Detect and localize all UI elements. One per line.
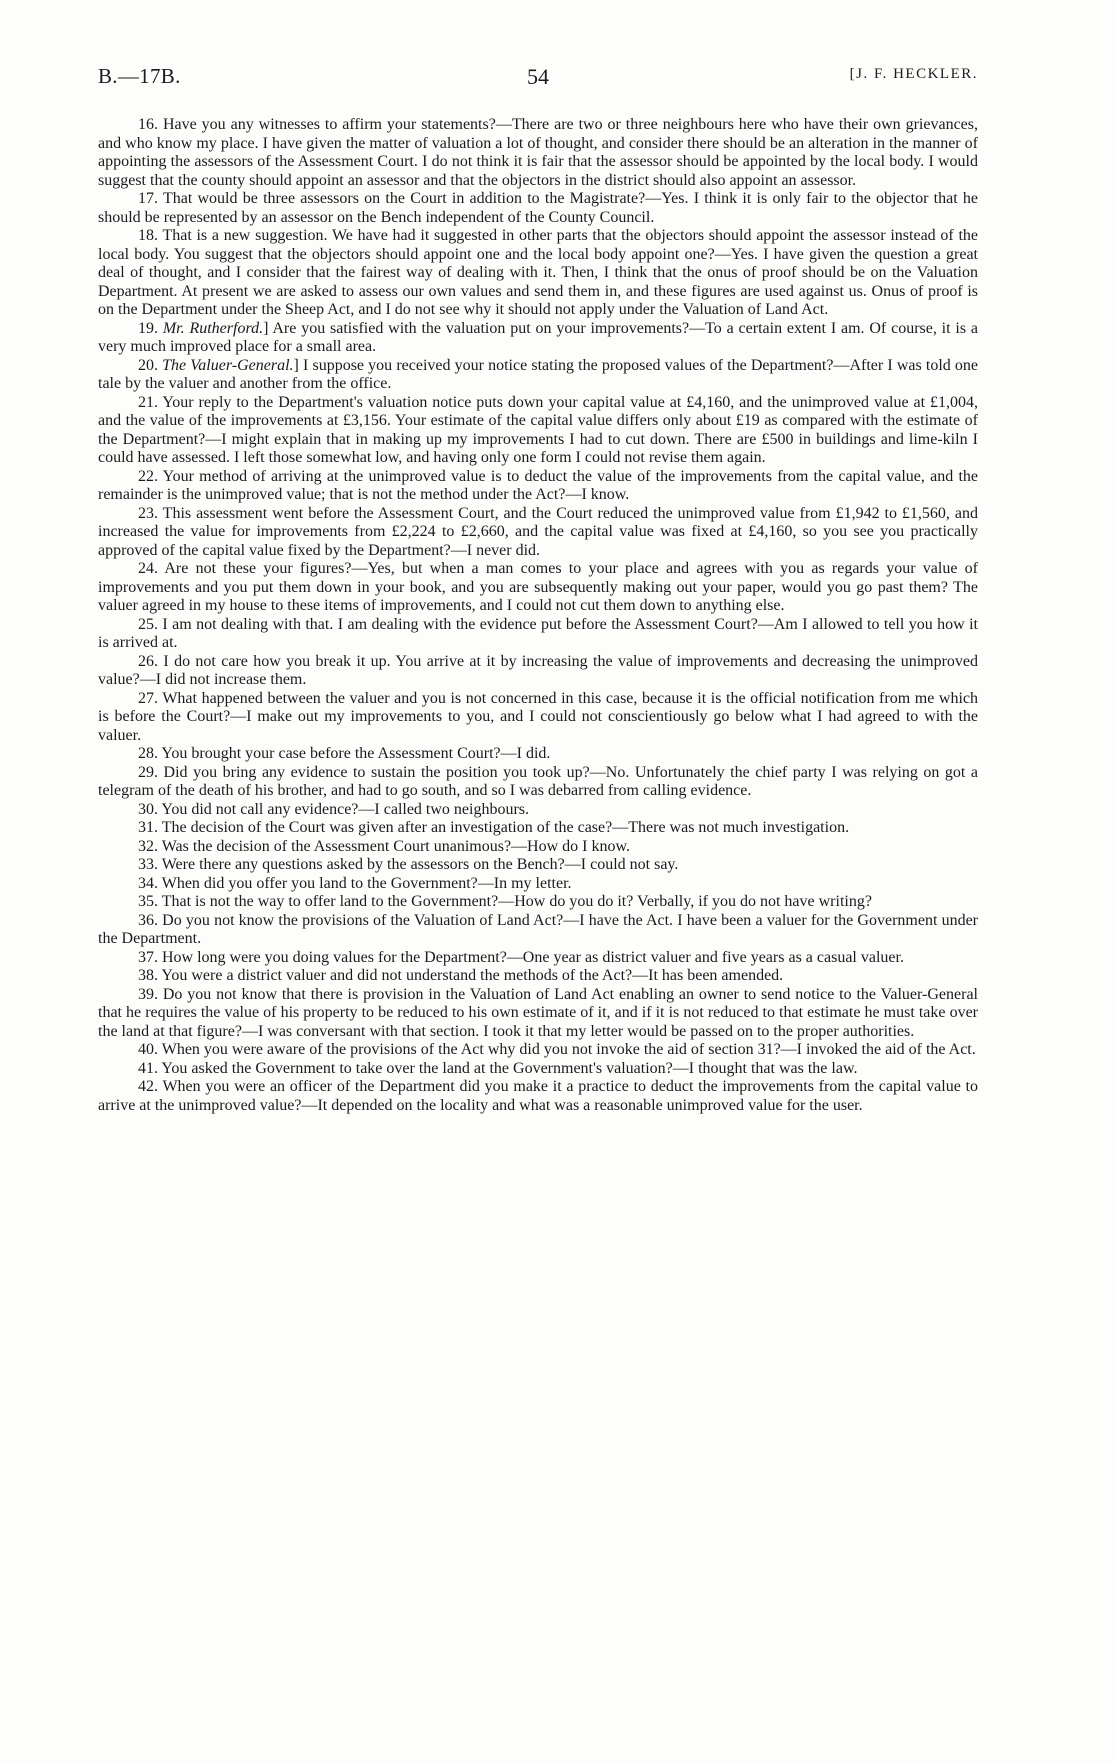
question-text: How long were you doing values for the Department? [162,948,507,966]
evidence-paragraph: 16. Have you any witnesses to affirm your statements?—There are two or three neighbours here who have their own grievances, and who know my place. I have given the matter of valuation a lot of thought, and consider there should be an alteration in the manner of appointing the assessors of the Assessment Court. I do not think it is fair that the assessor should be appointed by the local body. I would suggest that the county should appoint an assessor and that the objectors in the district should also appoint an assessor. [98,116,979,189]
question-number: 29. [138,763,158,781]
evidence-paragraph: 32. Was the decision of the Assessment Court unanimous?—How do I know. [138,837,630,855]
answer-text: There was not much investigation. [628,819,850,836]
evidence-paragraph: 29. Did you bring any evidence to sustain the position you took up?—No. Unfortunately the chief party I was relying on got a telegram of the death of his brother, and had to go south, and so I was debarred from calling evidence. [98,763,979,799]
answer-text: I know. [581,486,630,503]
question-text: You asked the Government to take over the land at the Government's valuation? [161,1059,673,1077]
question-number: 42. [138,1078,158,1095]
question-text: When you were an officer of the Department did you make it a practice to deduct the improvements from the capital value to arrive at the unimproved value? [98,1078,979,1114]
answer-text: I have the Act. I have been a valuer for the Government under the Department. [98,911,979,947]
question-number: 39. [138,985,158,1003]
question-text: Your reply to the Department's valuation notice puts down your capital value at £4,160, and the unimproved value at £1,004, and the value of the improvements at £3,156. Your estimate of the capital value differs only about £19 as compared with the estimate of the Department? [98,393,979,448]
question-number: 19. [138,319,158,337]
evidence-paragraph: 30. You did not call any evidence?—I called two neighbours. [138,800,530,818]
answer-text: I make out my improvements to you, and I could not conscientiously go below what I had agreed to with the valuer. [98,708,979,744]
evidence-paragraph: 31. The decision of the Court was given after an investigation of the case?—There was not much investigation. [138,819,850,836]
question-number: 34. [138,874,158,892]
question-text: Have you any witnesses to affirm your statements? [162,116,496,133]
answer-text: I thought that was the law. [688,1059,858,1077]
question-number: 22. [138,467,158,485]
question-text: Do you not know that there is provision in the Valuation of Land Act enabling an owner to send notice to the Valuer-General that he requires the value of his property to be reduced to his own estimate of it, and if it is not reduced to that estimate he must take over the land at that figure? [98,985,978,1040]
answer-text: To a certain extent I am. Of course, it is a very much improved place for a small area. [98,319,979,355]
evidence-body [98,116,978,1115]
question-text: You did not call any evidence? [161,800,359,818]
evidence-paragraph: 19. Mr. Rutherford.] Are you satisfied with the valuation put on your improvements?—To a certain extent I am. Of course, it is a very much improved place for a small area. [98,319,979,355]
answer-text: I could not say. [580,856,679,873]
evidence-paragraph: 35. That is not the way to offer land to the Government?—How do you do it? Verbally, if you do not have writing? [138,893,872,910]
evidence-paragraph: 17. That would be three assessors on the Court in addition to the Magistrate?—Yes. I think it is only fair to the objector that he should be represented by an assessor on the Bench independent of the County Council. [98,190,979,226]
question-number: 27. [138,689,158,707]
answer-text: I never did. [466,541,541,559]
question-number: 18. [138,227,158,244]
question-number: 31. [138,819,158,836]
question-number: 21. [138,393,158,411]
question-number: 24. [138,560,158,577]
speaker-name: Mr. Rutherford. [162,319,264,337]
answer-text: No. Unfortunately the chief party I was relying on got a telegram of the death of his brother, and had to go south, and so I was debarred from calling evidence. [98,763,979,799]
evidence-paragraph: 41. You asked the Government to take over the land at the Government's valuation?—I thought that was the law. [138,1059,858,1077]
evidence-paragraph: 21. Your reply to the Department's valuation notice puts down your capital value at £4,160, and the unimproved value at £1,004, and the value of the improvements at £3,156. Your estimate of the capital value differs only about £19 as compared with the estimate of the Department?—I might explain that in making up my improvements I had to cut down. There are £500 in buildings and lime-kiln I could have assessed. I left those somewhat low, and having only one form I could not revise them again. [98,393,979,466]
question-text: Do you not know the provisions of the Valuation of Land Act? [162,911,564,929]
answer-text: How do I know. [527,837,630,855]
question-text: You brought your case before the Assessment Court? [161,745,501,762]
question-text: Your method of arriving at the unimproved value is to deduct the value of the improvements from the capital value, and the remainder is the unimproved value; that is not the method under the Act? [98,467,979,503]
question-number: 36. [138,911,158,929]
question-number: 23. [138,504,158,522]
question-text: Was the decision of the Assessment Court unanimous? [161,837,512,855]
question-number: 33. [138,856,158,873]
question-text: Were there any questions asked by the assessors on the Bench? [161,856,565,873]
question-text: Are you satisfied with the valuation put on your improvements? [272,319,690,337]
question-number: 16. [138,116,158,133]
question-text: That is not the way to offer land to the Government? [161,893,499,910]
answer-text: How do you do it? Verbally, if you do not have writing? [514,893,872,910]
question-number: 17. [138,190,158,207]
evidence-paragraph: 36. Do you not know the provisions of the Valuation of Land Act?—I have the Act. I have been a valuer for the Government under the Department. [98,911,979,947]
answer-text: I was conversant with that section. I took it that my letter would be passed on to the proper authorities. [257,1022,915,1040]
question-text: What happened between the valuer and you is not concerned in this case, because it is the official notification from me which is before the Court? [98,689,979,725]
question-text: The decision of the Court was given after an investigation of the case? [161,819,613,836]
document-reference: B.—17B. [98,64,181,88]
evidence-paragraph: 27. What happened between the valuer and you is not concerned in this case, because it is the official notification from me which is before the Court?—I make out my improvements to you, and I could not conscientiously go below what I had agreed to with the valuer. [98,689,979,744]
evidence-paragraph: 25. I am not dealing with that. I am dealing with the evidence put before the Assessment Court?—Am I allowed to tell you how it is arrived at. [98,615,979,651]
answer-text: I did. [516,745,551,762]
answer-text: After I was told one tale by the valuer and another from the office. [98,356,979,392]
witness-name: [J. F. HECKLER. [849,66,978,82]
question-text: That is a new suggestion. We have had it suggested in other parts that the objectors should appoint the assessor instead of the local body. You suggest that the objectors should appoint one and the local body appoint one? [98,227,978,263]
question-number: 26. [138,652,158,670]
question-text: Did you bring any evidence to sustain the position you took up? [163,763,590,781]
answer-text: It has been amended. [648,967,784,984]
question-text: This assessment went before the Assessment Court, and the Court reduced the unimproved value from £1,942 to £1,560, and increased the value for improvements from £2,224 to £2,660, and the capital value was fixed at £4,160, so you see you practically approved of the capital value fixed by the Department? [98,504,978,559]
evidence-paragraph: 22. Your method of arriving at the unimproved value is to deduct the value of the improvements from the capital value, and the remainder is the unimproved value; that is not the method under the Act?—I know. [98,467,979,503]
question-text: When did you offer you land to the Government? [161,874,478,892]
answer-text: I called two neighbours. [374,800,530,818]
question-text: I am not dealing with that. I am dealing with the evidence put before the Assessment Court? [162,615,758,633]
evidence-paragraph: 24. Are not these your figures?—Yes, but when a man comes to your place and agrees with you as regards your value of improvements and you put them down in your book, and you are subsequently making out your paper, would you go past them? The valuer agreed in my house to these items of improvements, and I could not cut them down to anything else. [98,560,978,614]
answer-text: It depended on the locality and what was a reasonable unimproved value for the user. [317,1096,863,1114]
answer-text: In my letter. [493,874,572,892]
evidence-paragraph: 39. Do you not know that there is provision in the Valuation of Land Act enabling an owner to send notice to the Valuer-General that he requires the value of his property to be reduced to his own estimate of it, and if it is not reduced to that estimate he must take over the land at that figure?—I was conversant with that section. I took it that my letter would be passed on to the proper authorities. [98,985,978,1040]
question-number: 20. [138,356,158,374]
evidence-paragraph: 18. That is a new suggestion. We have had it suggested in other parts that the objectors should appoint the assessor instead of the local body. You suggest that the objectors should appoint one and the local body appoint one?—Yes. I have given the question a great deal of thought, and I consider that the fairest way of dealing with it. Then, I think that the onus of proof should be on the Valuation Department. At present we are asked to assess our own values and send them in, and these figures are used against us. Onus of proof is on the Department under the Sheep Act, and I do not see why it should not apply under the Valuation of Land Act. [98,227,978,318]
question-number: 38. [138,967,158,984]
evidence-paragraph: 28. You brought your case before the Assessment Court?—I did. [138,745,551,762]
evidence-paragraph: 38. You were a district valuer and did not understand the methods of the Act?—It has been amended. [138,967,784,984]
answer-text: I did not increase them. [155,671,307,688]
evidence-paragraph: 20. The Valuer-General.] I suppose you received your notice stating the proposed values of the Department?—After I was told one tale by the valuer and another from the office. [98,356,979,392]
question-number: 30. [138,800,158,818]
speaker-name: The Valuer-General. [162,356,294,374]
question-number: 25. [138,615,158,633]
question-number: 35. [138,893,158,910]
page-number: 54 [527,64,549,89]
question-text: I do not care how you break it up. You arrive at it by increasing the value of improvements and decreasing the unimproved value? [98,652,979,688]
answer-text: Yes, but when a man comes to your place and agrees with you as regards your value of improvements and you put them down in your book, and you are subsequently making out your paper, would you go past them? The valuer agreed in my house to these items of improvements, and I could not cut them down to anything else. [98,560,978,614]
evidence-paragraph: 42. When you were an officer of the Department did you make it a practice to deduct the improvements from the capital value to arrive at the unimproved value?—It depended on the locality and what was a reasonable unimproved value for the user. [98,1078,979,1114]
answer-text: Am I allowed to tell you how it is arrived at. [98,615,979,651]
answer-text: There are two or three neighbours here who have their own grievances, and who know my place. I have given the matter of valuation a lot of thought, and consider there should be an alteration in the manner of appointing the assessors of the Assessment Court. I do not think it is fair that the assessor should be appointed by the local body. I would suggest that the county should appoint an assessor and that the objectors in the district should also appoint an assessor. [98,116,979,189]
question-text: Are not these your figures? [164,560,352,577]
question-number: 28. [138,745,158,762]
answer-text: Yes. I think it is only fair to the objector that he should be represented by an assessor on the Bench independent of the County Council. [98,190,979,226]
evidence-paragraph: 40. When you were aware of the provisions of the Act why did you not invoke the aid of section 31?—I invoked the aid of the Act. [138,1041,976,1058]
evidence-paragraph: 33. Were there any questions asked by the assessors on the Bench?—I could not say. [138,856,679,873]
answer-text: One year as district valuer and five years as a casual valuer. [522,948,904,966]
answer-text: I invoked the aid of the Act. [796,1041,976,1058]
question-text: When you were aware of the provisions of the Act why did you not invoke the aid of section 31? [161,1041,781,1058]
running-header [98,64,978,90]
question-number: 41. [138,1059,158,1077]
answer-text: Yes. I have given the question a great deal of thought, and I consider that the fairest way of dealing with it. Then, I think that the onus of proof should be on the Valuation Department. At present we are asked to assess our own values and send them in, and these figures are used against us. Onus of proof is on the Department under the Sheep Act, and I do not see why it should not apply under the Valuation of Land Act. [98,245,978,318]
question-number: 32. [138,837,158,855]
question-text: I suppose you received your notice stating the proposed values of the Department? [303,356,834,374]
question-text: That would be three assessors on the Court in addition to the Magistrate? [162,190,646,207]
evidence-paragraph: 37. How long were you doing values for the Department?—One year as district valuer and five years as a casual valuer. [138,948,904,966]
evidence-paragraph: 26. I do not care how you break it up. You arrive at it by increasing the value of improvements and decreasing the unimproved value?—I did not increase them. [98,652,979,688]
question-number: 40. [138,1041,158,1058]
evidence-paragraph: 34. When did you offer you land to the Government?—In my letter. [138,874,572,892]
answer-text: I might explain that in making up my improvements I had to cut down. There are £500 in buildings and lime-kiln I could have assessed. I left those somewhat low, and having only one form I could not revise them again. [98,430,978,466]
question-number: 37. [138,948,158,966]
evidence-paragraph: 23. This assessment went before the Assessment Court, and the Court reduced the unimproved value from £1,942 to £1,560, and increased the value for improvements from £2,224 to £2,660, and the capital value was fixed at £4,160, so you see you practically approved of the capital value fixed by the Department?—I never did. [98,504,978,559]
question-text: You were a district valuer and did not understand the methods of the Act? [161,967,633,984]
